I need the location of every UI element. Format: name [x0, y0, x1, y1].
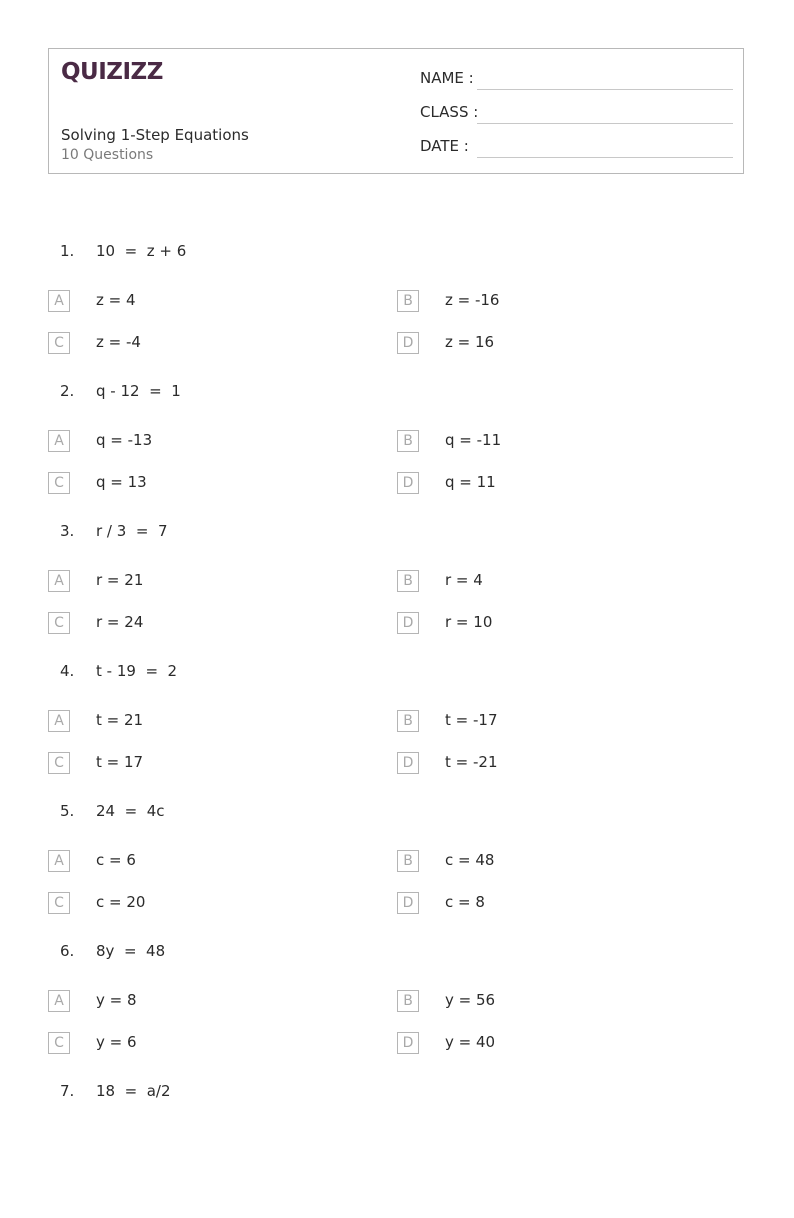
question-number: 7.	[60, 1082, 75, 1100]
option-text: z = -4	[96, 333, 141, 351]
option-letter-box[interactable]: D	[397, 332, 419, 354]
option-text: z = 16	[445, 333, 495, 351]
question-count: 10 Questions	[61, 147, 154, 163]
question-number: 2.	[60, 382, 75, 400]
option-text: q = -11	[445, 431, 502, 449]
question-number: 6.	[60, 942, 75, 960]
date-label: DATE :	[420, 137, 469, 155]
option-letter-box[interactable]: B	[397, 850, 419, 872]
option-letter-box[interactable]: B	[397, 290, 419, 312]
question-number: 4.	[60, 662, 75, 680]
option-letter-box[interactable]: B	[397, 710, 419, 732]
option-letter-box[interactable]: B	[397, 430, 419, 452]
option-letter-box[interactable]: D	[397, 612, 419, 634]
option-text: r = 10	[445, 613, 493, 631]
option-text: c = 8	[445, 893, 485, 911]
name-label: NAME :	[420, 69, 474, 87]
class-field[interactable]	[420, 101, 733, 125]
question-text: 10 = z + 6	[96, 242, 187, 260]
option-letter-box[interactable]: B	[397, 990, 419, 1012]
question-number: 5.	[60, 802, 75, 820]
option-letter-box[interactable]: C	[48, 752, 70, 774]
option-letter-box[interactable]: D	[397, 892, 419, 914]
option-text: r = 4	[445, 571, 483, 589]
option-text: y = 56	[445, 991, 496, 1009]
option-text: q = 13	[96, 473, 147, 491]
worksheet-header	[48, 48, 744, 174]
option-letter-box[interactable]: D	[397, 752, 419, 774]
option-text: r = 21	[96, 571, 144, 589]
option-letter-box[interactable]: B	[397, 570, 419, 592]
question-text: 18 = a/2	[96, 1082, 171, 1100]
option-letter-box[interactable]: A	[48, 990, 70, 1012]
option-text: q = 11	[445, 473, 496, 491]
option-text: c = 48	[445, 851, 495, 869]
date-field[interactable]	[420, 135, 733, 159]
question-4	[0, 662, 794, 798]
option-text: t = 17	[96, 753, 144, 771]
option-letter-box[interactable]: C	[48, 472, 70, 494]
option-text: y = 40	[445, 1033, 496, 1051]
question-text: r / 3 = 7	[96, 522, 168, 540]
question-text: q - 12 = 1	[96, 382, 181, 400]
question-text: 8y = 48	[96, 942, 166, 960]
option-letter-box[interactable]: C	[48, 332, 70, 354]
option-text: q = -13	[96, 431, 153, 449]
option-letter-box[interactable]: A	[48, 290, 70, 312]
class-line[interactable]	[477, 123, 733, 124]
option-text: t = -21	[445, 753, 498, 771]
question-3	[0, 522, 794, 658]
option-letter-box[interactable]: A	[48, 430, 70, 452]
option-text: t = 21	[96, 711, 144, 729]
question-6	[0, 942, 794, 1078]
question-text: 24 = 4c	[96, 802, 165, 820]
option-text: y = 8	[96, 991, 137, 1009]
question-2	[0, 382, 794, 518]
name-line[interactable]	[477, 89, 733, 90]
option-letter-box[interactable]: A	[48, 710, 70, 732]
option-text: r = 24	[96, 613, 144, 631]
option-letter-box[interactable]: A	[48, 850, 70, 872]
question-1	[0, 242, 794, 378]
worksheet-title: Solving 1-Step Equations	[61, 126, 249, 144]
question-number: 1.	[60, 242, 75, 260]
question-7	[0, 1082, 794, 1218]
option-letter-box[interactable]: C	[48, 892, 70, 914]
question-5	[0, 802, 794, 938]
date-line[interactable]	[477, 157, 733, 158]
question-number: 3.	[60, 522, 75, 540]
class-label: CLASS :	[420, 103, 479, 121]
option-text: z = 4	[96, 291, 136, 309]
quizizz-logo: QUIZIZZ	[61, 59, 163, 85]
option-letter-box[interactable]: C	[48, 1032, 70, 1054]
option-letter-box[interactable]: D	[397, 1032, 419, 1054]
option-text: z = -16	[445, 291, 500, 309]
name-field[interactable]	[420, 67, 733, 91]
option-text: c = 20	[96, 893, 146, 911]
question-text: t - 19 = 2	[96, 662, 178, 680]
option-letter-box[interactable]: A	[48, 570, 70, 592]
option-text: y = 6	[96, 1033, 137, 1051]
option-letter-box[interactable]: D	[397, 472, 419, 494]
option-text: c = 6	[96, 851, 136, 869]
option-text: t = -17	[445, 711, 498, 729]
option-letter-box[interactable]: C	[48, 612, 70, 634]
